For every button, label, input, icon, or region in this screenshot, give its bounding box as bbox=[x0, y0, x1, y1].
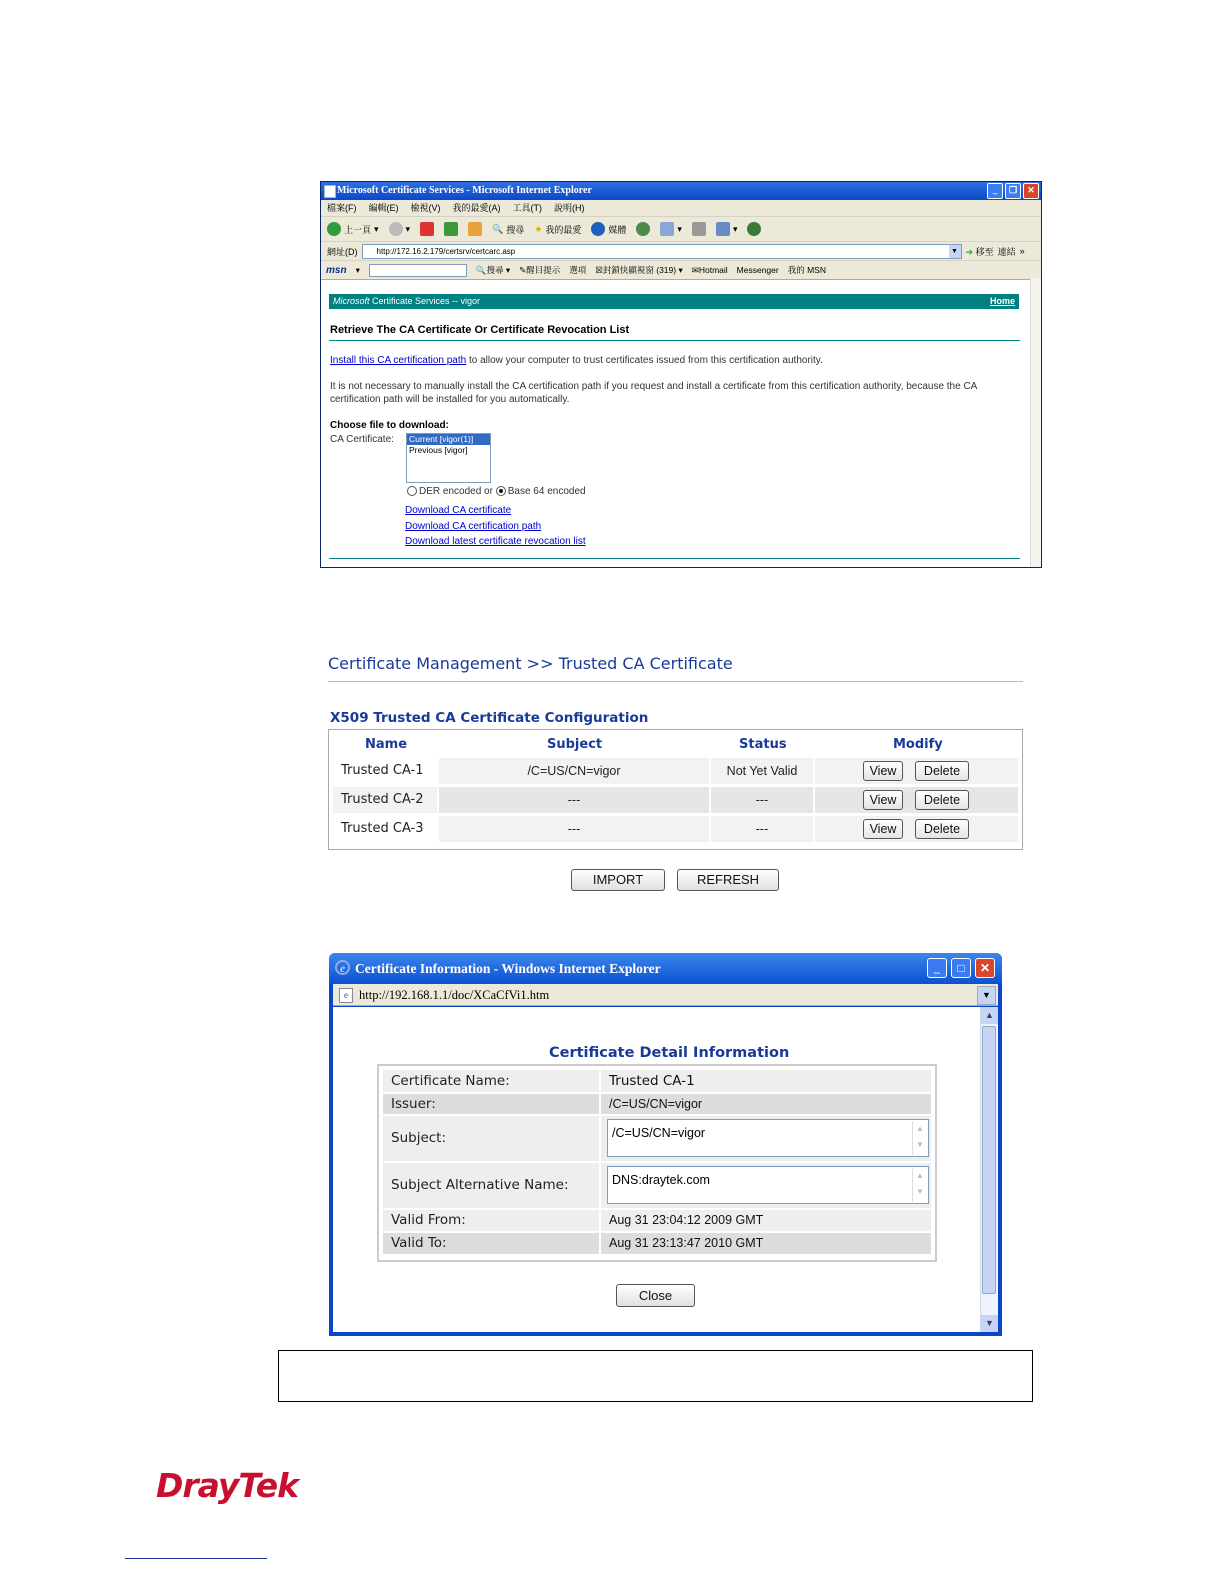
col-name: Name bbox=[365, 737, 408, 752]
window-title-bar bbox=[329, 953, 1002, 984]
subject-textarea[interactable] bbox=[607, 1119, 929, 1157]
valid-to-label: Valid To: bbox=[383, 1233, 599, 1254]
certificate-name-value: Trusted CA-1 bbox=[601, 1070, 931, 1092]
home-link[interactable]: Home bbox=[989, 296, 1015, 306]
textarea-scroll[interactable]: ▲ ▼ bbox=[912, 1121, 927, 1155]
msn-my-msn-button[interactable] bbox=[788, 264, 826, 276]
ca-certificate-label: CA Certificate: bbox=[330, 434, 394, 445]
alt-name-value: DNS:draytek.com bbox=[612, 1173, 710, 1187]
row-status: --- bbox=[711, 816, 813, 842]
note-box bbox=[278, 1350, 1033, 1402]
alt-name-label: Subject Alternative Name: bbox=[383, 1163, 599, 1208]
back-arrow-icon bbox=[327, 222, 341, 236]
encoding-options bbox=[407, 485, 707, 498]
go-label: 移至 bbox=[975, 246, 994, 257]
row-modify bbox=[815, 816, 1018, 842]
msn-popup-button[interactable]: ☒封鎖快顯視窗 (319) ▾ bbox=[595, 265, 683, 275]
col-status: Status bbox=[739, 737, 787, 752]
row-subject: --- bbox=[439, 816, 709, 842]
row-status: --- bbox=[711, 787, 813, 813]
detail-row-name bbox=[383, 1070, 931, 1092]
download-ca-cert-link[interactable]: Download CA certificate bbox=[405, 505, 512, 516]
ie-certsrv-window bbox=[320, 181, 1042, 568]
close-icon[interactable]: ✕ bbox=[1023, 183, 1039, 199]
choose-file-label: Choose file to download: bbox=[330, 420, 449, 431]
install-ca-path-link[interactable]: Install this CA certification path bbox=[330, 355, 467, 366]
der-radio[interactable] bbox=[407, 486, 417, 496]
search-label: 搜尋 bbox=[506, 224, 525, 235]
menu-edit[interactable]: 編輯(E) bbox=[368, 203, 399, 213]
menu-favorites[interactable]: 我的最愛(A) bbox=[452, 203, 501, 213]
scroll-down-icon[interactable]: ▼ bbox=[981, 1315, 998, 1332]
base64-radio[interactable] bbox=[496, 486, 506, 496]
breadcrumb: Certificate Management >> Trusted CA Certificate bbox=[328, 654, 733, 673]
menu-help[interactable]: 說明(H) bbox=[554, 203, 585, 213]
print-icon bbox=[692, 222, 706, 236]
view-button[interactable]: View bbox=[863, 761, 903, 781]
ie-page-icon bbox=[324, 185, 336, 198]
ca-certificate-list[interactable] bbox=[406, 433, 491, 483]
row-subject: --- bbox=[439, 787, 709, 813]
page-content bbox=[321, 278, 1031, 568]
menu-tools[interactable]: 工具(T) bbox=[512, 203, 542, 213]
chevron-down-icon[interactable]: ▼ bbox=[949, 245, 961, 258]
star-icon: ★ bbox=[534, 223, 543, 234]
detail-row-issuer bbox=[383, 1094, 931, 1114]
address-bar[interactable] bbox=[333, 984, 998, 1006]
msn-search-button[interactable]: 🔍搜尋 ▾ bbox=[475, 265, 511, 275]
messenger-icon bbox=[747, 222, 761, 236]
msn-hotmail-label: Hotmail bbox=[698, 264, 728, 275]
auto-install-note: It is not necessary to manually install the CA certification path if you request and install a certificate from this certification authority, because the CA certification path will be installed for you automatically. bbox=[330, 381, 977, 405]
menu-bar bbox=[321, 200, 1041, 217]
msn-my-msn-label: 我的 MSN bbox=[787, 265, 826, 275]
media-icon bbox=[591, 222, 605, 236]
trusted-ca-table bbox=[328, 729, 1023, 850]
msn-highlight-button[interactable]: ✎醒目提示 bbox=[519, 265, 561, 275]
import-button[interactable]: IMPORT bbox=[571, 869, 665, 891]
col-subject: Subject bbox=[547, 737, 603, 752]
view-button[interactable]: View bbox=[863, 819, 903, 839]
home-icon bbox=[468, 222, 482, 236]
history-button[interactable] bbox=[636, 222, 650, 236]
msn-popup-label: 封鎖快顯視窗 (319) bbox=[602, 265, 677, 275]
msn-options-label: 選項 bbox=[569, 265, 587, 275]
footer-divider bbox=[329, 558, 1020, 559]
vertical-scrollbar[interactable] bbox=[1030, 278, 1041, 568]
detail-heading: Certificate Detail Information bbox=[549, 1045, 790, 1061]
table-row bbox=[333, 816, 1018, 842]
row-subject: /C=US/CN=vigor bbox=[439, 758, 709, 784]
textarea-scroll[interactable]: ▲ ▼ bbox=[912, 1168, 927, 1202]
msn-toolbar: msn ▾ 🔍搜尋 ▾ ✎醒目提示 選項 ☒封鎖快顯視窗 (319) ▾ ✉Hotmail Messenger 我的 MSN bbox=[321, 261, 1041, 280]
ca-option-current[interactable]: Current [vigor(1)] bbox=[407, 434, 490, 445]
search-button[interactable] bbox=[492, 223, 524, 236]
home-button[interactable] bbox=[468, 222, 482, 236]
edit-icon bbox=[716, 222, 730, 236]
msn-messenger-label: Messenger bbox=[736, 265, 779, 275]
edit-button[interactable]: ▾ bbox=[716, 222, 738, 236]
row-name: Trusted CA-1 bbox=[333, 758, 437, 784]
issuer-label: Issuer: bbox=[383, 1094, 599, 1114]
page-heading: Retrieve The CA Certificate Or Certificate Revocation List bbox=[330, 324, 630, 336]
print-button[interactable] bbox=[692, 222, 706, 236]
alt-name-textarea[interactable] bbox=[607, 1166, 929, 1204]
forward-arrow-icon bbox=[389, 222, 403, 236]
draytek-logo: DrayTek bbox=[156, 1466, 299, 1505]
ca-option-previous[interactable]: Previous [vigor] bbox=[409, 445, 468, 455]
certsrv-banner bbox=[329, 294, 1019, 309]
address-url: http://192.168.1.1/doc/XCaCfVi1.htm bbox=[359, 988, 550, 1002]
row-modify bbox=[815, 787, 1018, 813]
row-name: Trusted CA-3 bbox=[333, 816, 437, 842]
title-divider bbox=[328, 681, 1023, 682]
row-name: Trusted CA-2 bbox=[333, 787, 437, 813]
links-button[interactable]: 連結 bbox=[997, 246, 1016, 257]
msn-search-label: 搜尋 bbox=[486, 265, 504, 275]
msn-highlight-label: 醒目提示 bbox=[526, 265, 561, 275]
window-title: Microsoft Certificate Services - Microsoft Internet Explorer bbox=[337, 185, 592, 196]
mail-button[interactable]: ▾ bbox=[660, 222, 682, 236]
msn-logo: msn bbox=[326, 264, 347, 276]
address-bar bbox=[321, 242, 1041, 261]
vertical-scrollbar[interactable] bbox=[980, 1007, 998, 1332]
restore-icon[interactable]: ❐ bbox=[1005, 183, 1021, 199]
address-url: http://172.16.2.179/certsrv/certcarc.asp bbox=[376, 246, 516, 256]
standard-toolbar bbox=[321, 217, 1041, 242]
detail-row-valid-to bbox=[383, 1233, 931, 1254]
table-row bbox=[333, 758, 1018, 784]
back-label: 上一頁 bbox=[344, 224, 372, 235]
install-text: to allow your computer to trust certificates issued from this certification authority. bbox=[466, 355, 823, 366]
history-icon bbox=[636, 222, 650, 236]
menu-view[interactable]: 檢視(V) bbox=[410, 203, 441, 213]
address-input[interactable] bbox=[362, 244, 962, 259]
base64-label: Base 64 encoded bbox=[507, 486, 586, 497]
detail-row-valid-from bbox=[383, 1210, 931, 1231]
stop-icon bbox=[420, 222, 434, 236]
section-title: X509 Trusted CA Certificate Configuration bbox=[330, 710, 649, 726]
or-text: or bbox=[484, 486, 493, 497]
favorites-button[interactable] bbox=[534, 223, 581, 236]
row-modify bbox=[815, 758, 1018, 784]
brand-service: Certificate Services -- vigor bbox=[369, 296, 481, 306]
search-icon: 🔍 bbox=[492, 223, 504, 234]
heading-divider bbox=[329, 340, 1020, 341]
mail-icon bbox=[660, 222, 674, 236]
go-button[interactable] bbox=[966, 245, 994, 258]
window-title-bar bbox=[321, 182, 1041, 200]
close-icon[interactable]: ✕ bbox=[975, 958, 995, 978]
msn-search-input[interactable] bbox=[369, 264, 467, 277]
msn-hotmail-button[interactable]: ✉Hotmail bbox=[691, 264, 728, 275]
valid-from-value: Aug 31 23:04:12 2009 GMT bbox=[601, 1210, 931, 1231]
refresh-icon bbox=[444, 222, 458, 236]
refresh-button[interactable]: REFRESH bbox=[677, 869, 779, 891]
subject-value: /C=US/CN=vigor bbox=[612, 1126, 706, 1140]
valid-from-label: Valid From: bbox=[383, 1210, 599, 1231]
stop-button[interactable] bbox=[420, 222, 434, 236]
detail-row-alt-name bbox=[383, 1163, 931, 1208]
maximize-icon[interactable]: □ bbox=[951, 958, 971, 978]
msn-options-button[interactable] bbox=[569, 264, 586, 276]
row-status: Not Yet Valid bbox=[711, 758, 813, 784]
delete-button[interactable]: Delete bbox=[915, 761, 969, 781]
delete-button[interactable]: Delete bbox=[915, 790, 969, 810]
minimize-icon[interactable]: _ bbox=[927, 958, 947, 978]
close-button[interactable]: Close bbox=[616, 1284, 695, 1307]
address-label: 網址(D) bbox=[327, 246, 358, 257]
messenger-button[interactable] bbox=[747, 222, 761, 236]
col-modify: Modify bbox=[893, 737, 943, 752]
install-paragraph bbox=[330, 354, 1020, 367]
window-title: Certificate Information - Windows Internet Explorer bbox=[355, 961, 661, 976]
certificate-name-label: Certificate Name: bbox=[383, 1070, 599, 1092]
minimize-icon[interactable]: _ bbox=[987, 183, 1003, 199]
refresh-button[interactable] bbox=[444, 222, 458, 236]
subject-label: Subject: bbox=[383, 1116, 599, 1161]
table-row bbox=[333, 787, 1018, 813]
scroll-up-icon[interactable]: ▲ bbox=[981, 1007, 998, 1024]
delete-button[interactable]: Delete bbox=[915, 819, 969, 839]
valid-to-value: Aug 31 23:13:47 2010 GMT bbox=[601, 1233, 931, 1254]
view-button[interactable]: View bbox=[863, 790, 903, 810]
detail-row-subject bbox=[383, 1116, 931, 1161]
chevron-right-icon[interactable]: » bbox=[1019, 246, 1025, 256]
page-icon: e bbox=[339, 988, 353, 1003]
menu-file[interactable]: 檔案(F) bbox=[327, 203, 357, 213]
chevron-down-icon[interactable]: ▼ bbox=[977, 986, 996, 1005]
page-content bbox=[333, 1007, 998, 1332]
media-button[interactable] bbox=[591, 222, 626, 236]
media-label: 媒體 bbox=[608, 224, 627, 235]
download-ca-path-link[interactable]: Download CA certification path bbox=[405, 521, 542, 532]
certificate-info-window bbox=[329, 953, 1002, 1336]
ie-logo-icon: e bbox=[335, 960, 350, 975]
certificate-detail-table bbox=[377, 1064, 937, 1262]
footer-divider bbox=[125, 1558, 267, 1559]
forward-button[interactable]: ▾ bbox=[389, 222, 411, 236]
brand-microsoft: Microsoft bbox=[333, 296, 370, 306]
favorites-label: 我的最愛 bbox=[545, 224, 582, 235]
download-crl-link[interactable]: Download latest certificate revocation list bbox=[405, 536, 586, 547]
der-label: DER encoded bbox=[419, 486, 482, 497]
go-arrow-icon: ➔ bbox=[965, 246, 974, 257]
msn-messenger-button[interactable] bbox=[737, 265, 779, 275]
scroll-thumb[interactable] bbox=[982, 1026, 996, 1294]
back-button[interactable]: 上一頁 ▾ bbox=[327, 222, 379, 236]
issuer-value: /C=US/CN=vigor bbox=[601, 1094, 931, 1114]
